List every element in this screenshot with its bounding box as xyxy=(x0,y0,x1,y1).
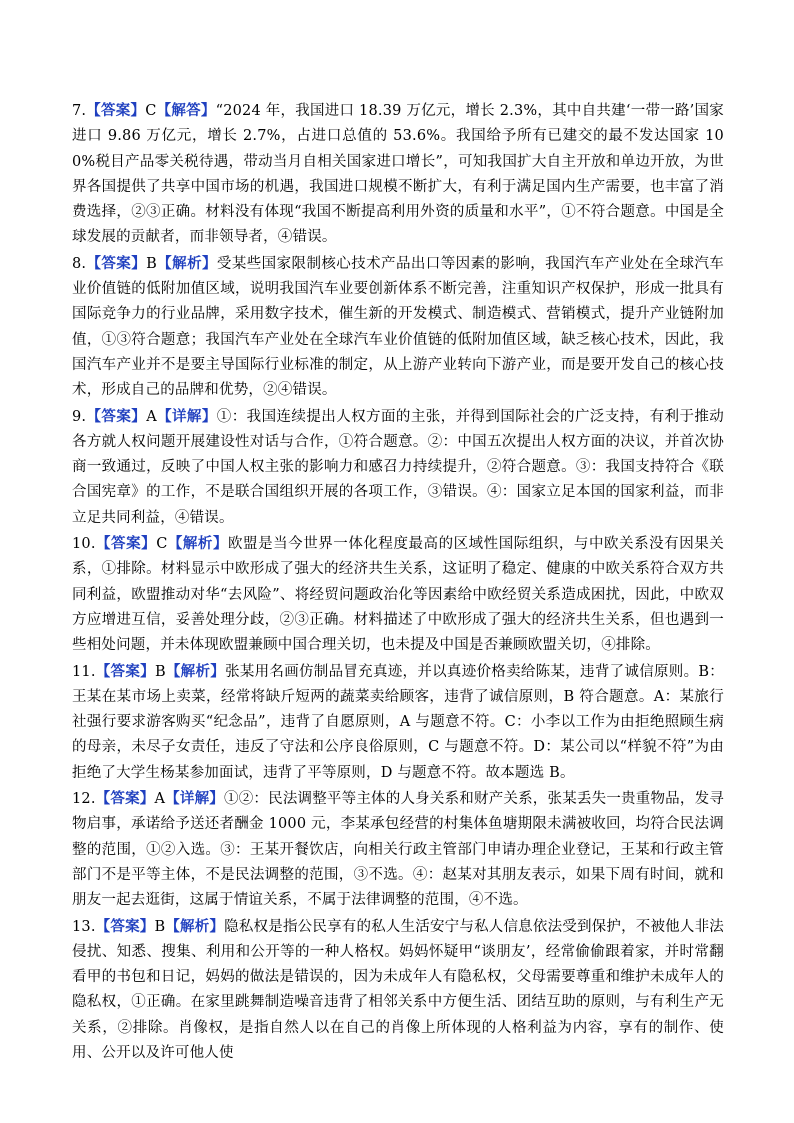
explanation-text: “2024 年，我国进口 18.39 万亿元，增长 2.3%，其中自共建‘一带一路’国家进口 9.86 万亿元，增长 2.7%，占进口总值的 53.6%。我国给予所有已建交的最不发达国家 100%税目产品零关税待遇，带动当月自相关国家进口增长”，可知我国扩大自主开放和单边开放，为世界各国提供了共享中国市场的机遇，我国进口规模不断扩大，有利于满足国内生产需要，也丰富了消费选择，②③正确。材料没有体现“我国不断提高利用外资的质量和水平”，①不符合题意。中国是全球发展的贡献者，而非领导者，④错误。 xyxy=(72,103,724,246)
explanation-text: 张某用名画仿制品冒充真迹，并以真迹价格卖给陈某，违背了诚信原则。B：王某在某市场上卖菜，经常将缺斤短两的蔬菜卖给顾客，违背了诚信原则，B 符合题意。A：某旅行社强行要求游客购买“纪念品”，违背了自愿原则，A 与题意不符。C：小李以工作为由拒绝照顾生病的母亲，未尽子女责任，违反了守法和公序良俗原则，C 与题意不符。D：某公司以“样貌不符”为由拒绝了大学生杨某参加面试，违背了平等原则，D 与题意不符。故本题选 B。 xyxy=(72,663,725,781)
analysis-tag: 【解析】 xyxy=(165,662,226,680)
answer-item-11 xyxy=(72,659,724,786)
explanation-text: ①：我国连续提出人权方面的主张，并得到国际社会的广泛支持，有利于推动各方就人权问题开展建设性对话与合作，①符合题意。②：中国五次提出人权方面的决议，并首次协商一致通过，反映了中国人权主张的影响力和感召力持续提升，②符合题意。③：我国支持符合《联合国宪章》的工作，不是联合国组织开展的各项工作，③错误。④：国家立足本国的国家利益，而非立足共同利益，④错误。 xyxy=(72,408,725,526)
answer-tag: 【答案】 xyxy=(86,407,147,425)
answer-letter: B xyxy=(154,663,166,680)
item-number: 9. xyxy=(72,408,87,425)
answer-item-12 xyxy=(72,786,724,913)
analysis-tag: 【详解】 xyxy=(156,407,217,425)
answer-letter: B xyxy=(146,255,158,272)
analysis-tag: 【解答】 xyxy=(156,102,216,119)
explanation-text: 隐私权是指公民享有的私人生活安宁与私人信息依法受到保护，不被他人非法侵扰、知悉、搜集、利用和公开等的一种人格权。妈妈怀疑甲“谈朋友’，经常偷偷跟着家，并时常翻看甲的书包和日记，妈妈的做法是错误的，因为未成年人有隐私权，父母需要尊重和维护未成年人的隐私权，①正确。在家里跳舞制造噪音违背了相邻关系中方便生活、团结互助的原则，与有利生产无关系，②排除。肖像权，是指自然人以在自己的肖像上所体现的人格利益为内容，享有的制作、使用、公开以及许可他人使 xyxy=(72,918,724,1061)
answer-explanations xyxy=(72,98,724,1066)
analysis-tag: 【详解】 xyxy=(165,790,224,808)
analysis-tag: 【解析】 xyxy=(157,254,217,272)
item-number: 13. xyxy=(72,918,96,935)
item-number: 12. xyxy=(72,791,96,808)
item-number: 8. xyxy=(72,255,87,272)
answer-tag: 【答案】 xyxy=(95,790,155,808)
answer-tag: 【答案】 xyxy=(95,535,157,553)
answer-tag: 【答案】 xyxy=(95,917,155,935)
answer-item-13 xyxy=(72,914,724,1067)
item-number: 10. xyxy=(72,536,96,553)
item-number: 7. xyxy=(72,103,87,119)
explanation-text: ①②：民法调整平等主体的人身关系和财产关系，张某丢失一贵重物品，发寻物启事，承诺给予送还者酬金 1000 元，李某承包经营的村集体鱼塘期限未满被收回，均符合民法调整的范围，①②入选。③：王某开餐饮店，向相关行政主管部门申请办理企业登记，王某和行政主管部门不是平等主体，不是民法调整的范围，③不选。④：赵某对其朋友表示，如果下周有时间，就和朋友一起去逛街，这属于情谊关系，不属于法律调整的范围，④不选。 xyxy=(72,791,724,909)
analysis-tag: 【解析】 xyxy=(167,535,228,553)
answer-item-10 xyxy=(72,531,724,658)
answer-tag: 【答案】 xyxy=(86,254,147,272)
answer-letter: C xyxy=(145,103,157,119)
answer-item-7 xyxy=(72,98,724,251)
answer-tag: 【答案】 xyxy=(86,102,146,119)
answer-tag: 【答案】 xyxy=(95,662,155,680)
answer-letter: A xyxy=(154,791,166,808)
answer-letter: B xyxy=(154,918,166,935)
answer-letter: C xyxy=(156,536,168,553)
analysis-tag: 【解析】 xyxy=(165,917,225,935)
explanation-text: 受某些国家限制核心技术产品出口等因素的影响，我国汽车产业处在全球汽车业价值链的低附加值区域，说明我国汽车业要创新体系不断完善，注重知识产权保护，形成一批具有国际竞争力的行业品牌，采用数字技术，催生新的开发模式、制造模式、营销模式，提升产业链附加值，①③符合题意；我国汽车产业处在全球汽车业价值链的低附加值区域，缺乏核心技术，因此，我国汽车产业并不是要主导国际行业标准的制定，从上游产业转向下游产业，而是要开发自己的核心技术，形成自己的品牌和优势，②④错误。 xyxy=(72,255,724,399)
answer-item-9 xyxy=(72,404,724,531)
explanation-text: 欧盟是当今世界一体化程度最高的区域性国际组织，与中欧关系没有因果关系，①排除。材料显示中欧形成了强大的经济共生关系，这证明了稳定、健康的中欧关系符合双方共同利益，欧盟推动对华“去风险”、将经贸问题政治化等因素给中欧经贸关系造成困扰，因此，中欧双方应增进互信，妥善处理分歧，②③正确。材料描述了中欧形成了强大的经济共生关系，但也遇到一些相处问题，并未体现欧盟兼顾中国合理关切，也未提及中国是否兼顾欧盟关切，④排除。 xyxy=(72,536,724,654)
answer-letter: A xyxy=(146,408,157,425)
item-number: 11. xyxy=(72,663,96,680)
answer-item-8 xyxy=(72,251,724,404)
